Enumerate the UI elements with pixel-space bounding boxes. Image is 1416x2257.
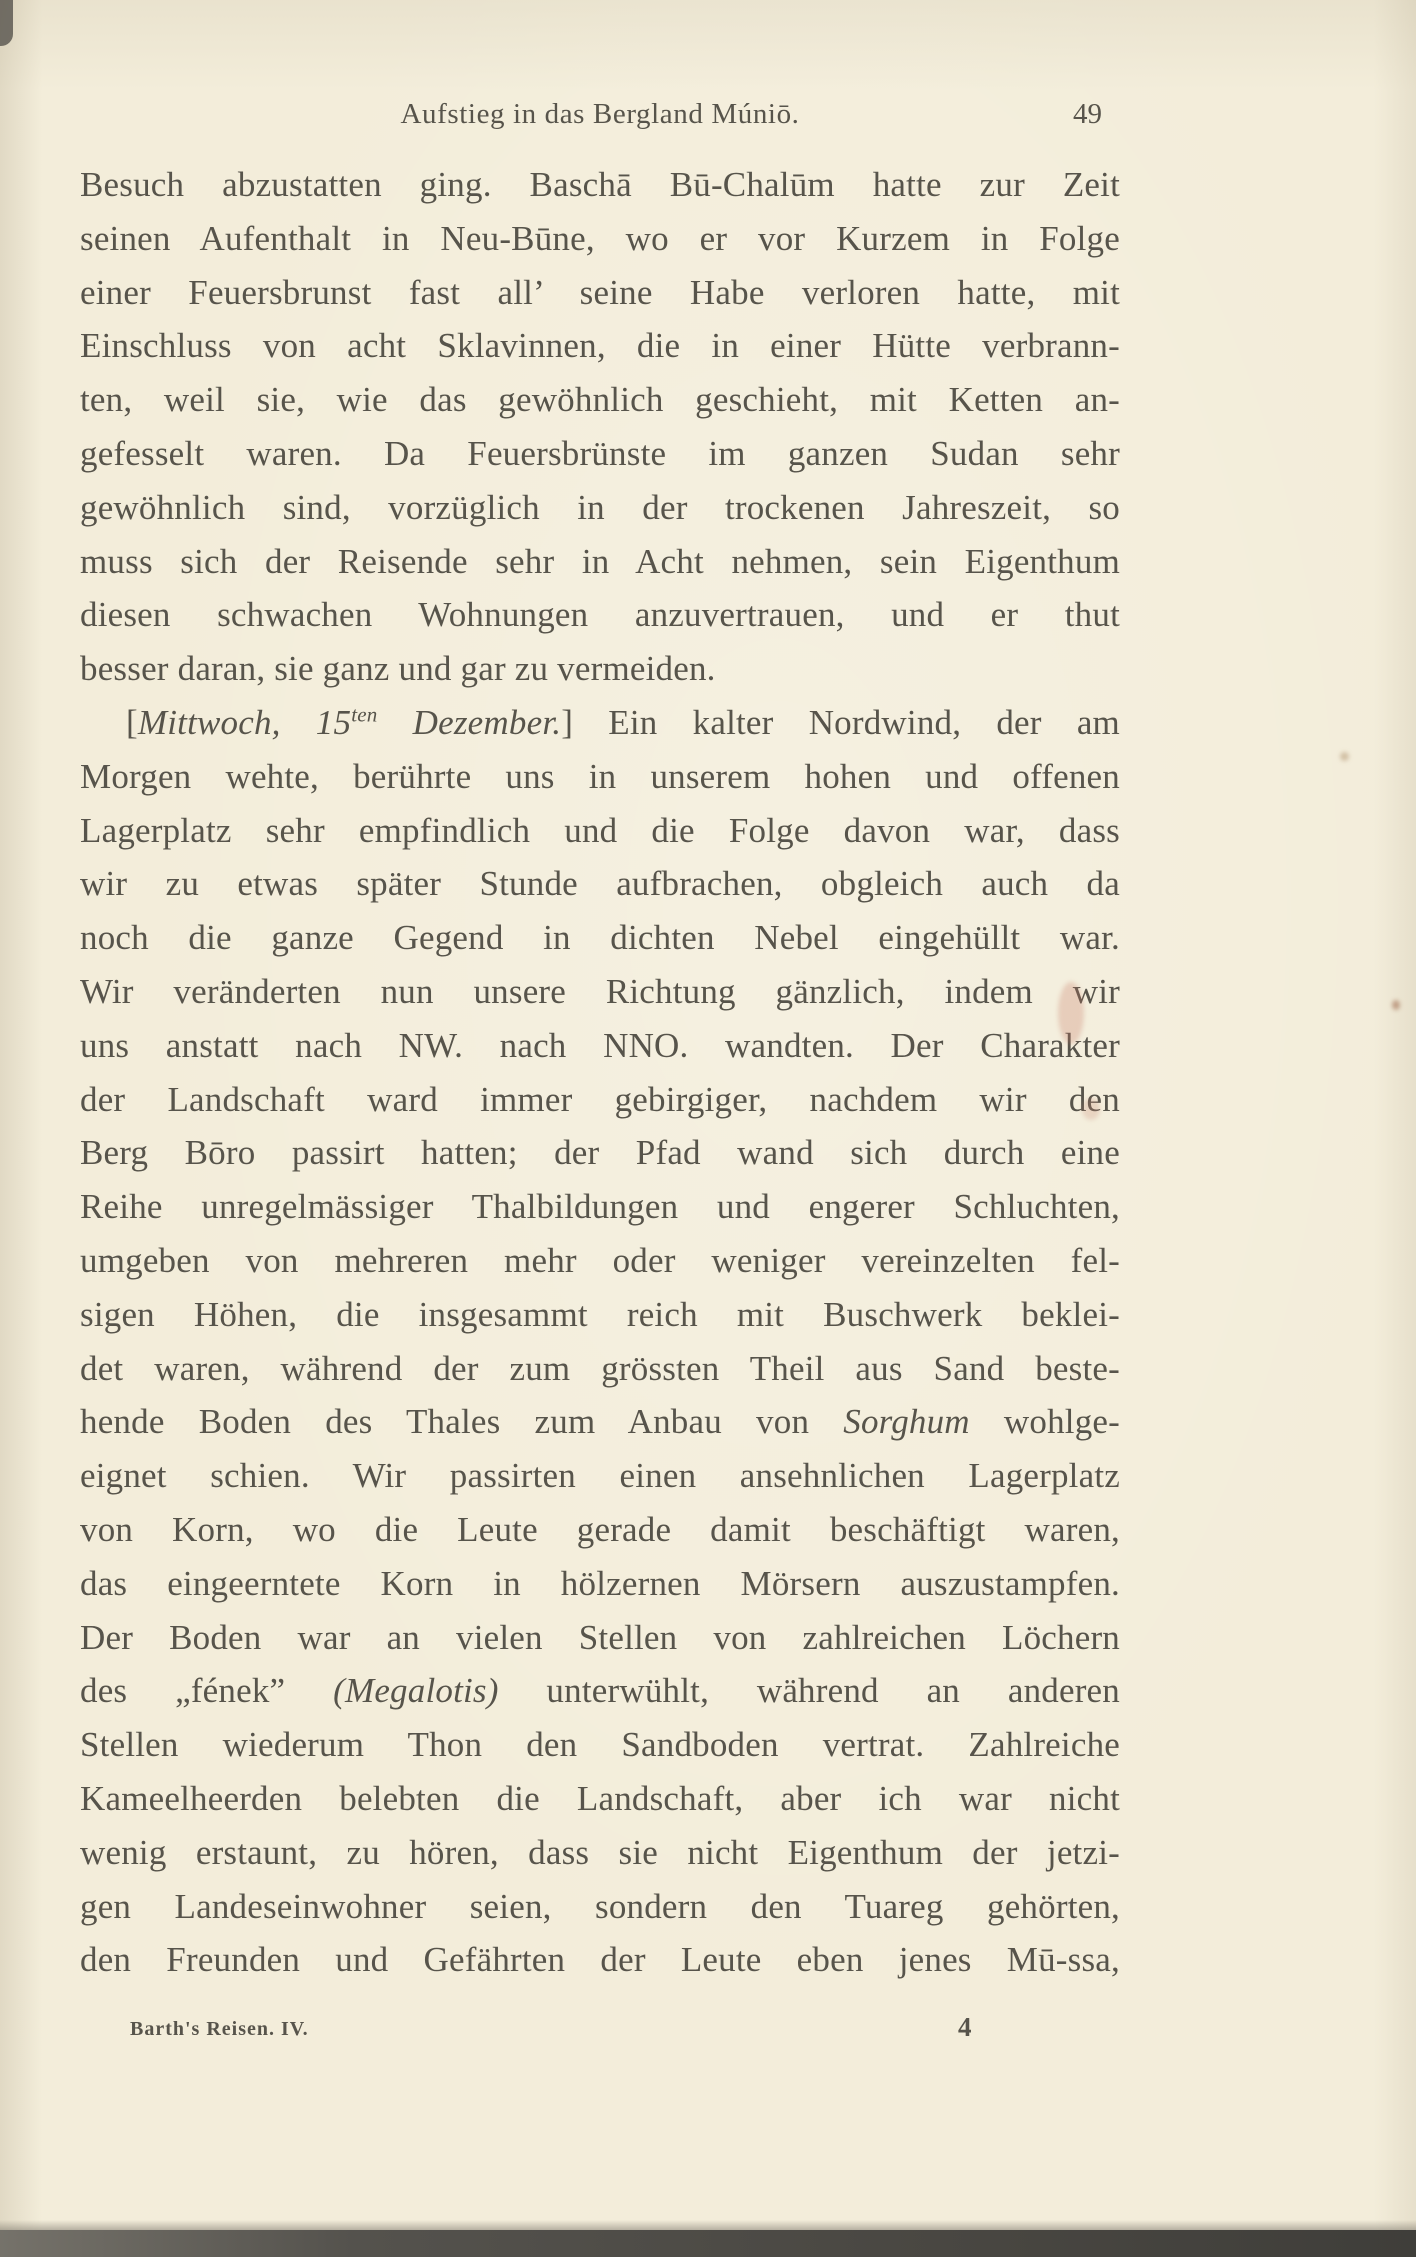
text-line: seinen Aufenthalt in Neu-Būne, wo er vor Kurzem in Folge: [80, 218, 1120, 258]
text-line: muss sich der Reisende sehr in Acht nehmen, sein Eigenthum: [80, 541, 1120, 581]
text-line: Berg Bōro passirt hatten; der Pfad wand sich durch eine: [80, 1133, 1120, 1173]
text-line: Reihe unregelmässiger Thalbildungen und engerer Schluchten,: [80, 1187, 1120, 1227]
text-line: der Landschaft ward immer gebirgiger, nachdem wir den: [80, 1079, 1120, 1119]
text-line: eignet schien. Wir passirten einen ansehnlichen Lagerplatz: [80, 1456, 1120, 1496]
running-header: [80, 98, 1120, 142]
text-line: diesen schwachen Wohnungen anzuvertrauen, und er thut: [80, 595, 1120, 635]
stain-mark: [1058, 982, 1084, 1044]
scan-bottom-fade: [0, 2220, 1416, 2230]
stain-mark: [1340, 752, 1349, 761]
sheet-number: 4: [958, 2012, 972, 2042]
text-line: Lagerplatz sehr empfindlich und die Folge davon war, dass: [80, 810, 1120, 850]
text-line: das eingeerntete Korn in hölzernen Mörsern auszustampfen.: [80, 1563, 1120, 1603]
text-line: det waren, während der zum grössten Theil aus Sand beste-: [80, 1348, 1120, 1388]
stain-mark: [1392, 1000, 1400, 1010]
text-line: Kameelheerden belebten die Landschaft, aber ich war nicht: [80, 1778, 1120, 1818]
text-line: gefesselt waren. Da Feuersbrünste im ganzen Sudan sehr: [80, 433, 1120, 473]
text-line: hende Boden des Thales zum Anbau von Sorghum wohlge-: [80, 1402, 1120, 1442]
page-number: 49: [1073, 98, 1102, 130]
text-line: des „fének” (Megalotis) unterwühlt, während an anderen: [80, 1671, 1120, 1711]
text-line: den Freunden und Gefährten der Leute eben jenes Mū-ssa,: [80, 1940, 1120, 1980]
text-line: uns anstatt nach NW. nach NNO. wandten. Der Charakter: [80, 1025, 1120, 1065]
scan-corner-mark: [0, 0, 13, 46]
page-title: Aufstieg in das Bergland Múniō.: [400, 98, 800, 130]
text-line: Einschluss von acht Sklavinnen, die in einer Hütte verbrann-: [80, 326, 1120, 366]
footer-signature: Barth's Reisen. IV.: [130, 2018, 309, 2040]
text-line: sigen Höhen, die insgesammt reich mit Buschwerk beklei-: [80, 1294, 1120, 1334]
text-line: Stellen wiederum Thon den Sandboden vertrat. Zahlreiche: [80, 1725, 1120, 1765]
text-line: einer Feuersbrunst fast all’ seine Habe verloren hatte, mit: [80, 272, 1120, 312]
text-line: gewöhnlich sind, vorzüglich in der trockenen Jahreszeit, so: [80, 487, 1120, 527]
text-line: gen Landeseinwohner seien, sondern den Tuareg gehörten,: [80, 1886, 1120, 1926]
scan-bottom-edge: [0, 2230, 1416, 2257]
text-line: wenig erstaunt, zu hören, dass sie nicht Eigenthum der jetzi-: [80, 1832, 1120, 1872]
text-line: wir zu etwas später Stunde aufbrachen, obgleich auch da: [80, 864, 1120, 904]
body-text: [80, 158, 1120, 1987]
text-line: Der Boden war an vielen Stellen von zahlreichen Löchern: [80, 1617, 1120, 1657]
text-line: [Mittwoch, $15^{ten}$ Dezember.] Ein kalter Nordwind, der am: [126, 702, 1120, 742]
stain-mark: [1082, 1098, 1100, 1120]
text-line: ten, weil sie, wie das gewöhnlich geschieht, mit Ketten an-: [80, 380, 1120, 420]
text-line: Wir veränderten nun unsere Richtung gänzlich, indem wir: [80, 971, 1120, 1011]
text-line: noch die ganze Gegend in dichten Nebel eingehüllt war.: [80, 918, 1120, 958]
text-line: umgeben von mehreren mehr oder weniger vereinzelten fel-: [80, 1240, 1120, 1280]
text-line: von Korn, wo die Leute gerade damit beschäftigt waren,: [80, 1509, 1120, 1549]
text-line: Besuch abzustatten ging. Baschā Bū-Chalūm hatte zur Zeit: [80, 165, 1120, 204]
text-line: besser daran, sie ganz und gar zu vermeiden.: [80, 649, 716, 689]
text-line: Morgen wehte, berührte uns in unserem hohen und offenen: [80, 756, 1120, 796]
